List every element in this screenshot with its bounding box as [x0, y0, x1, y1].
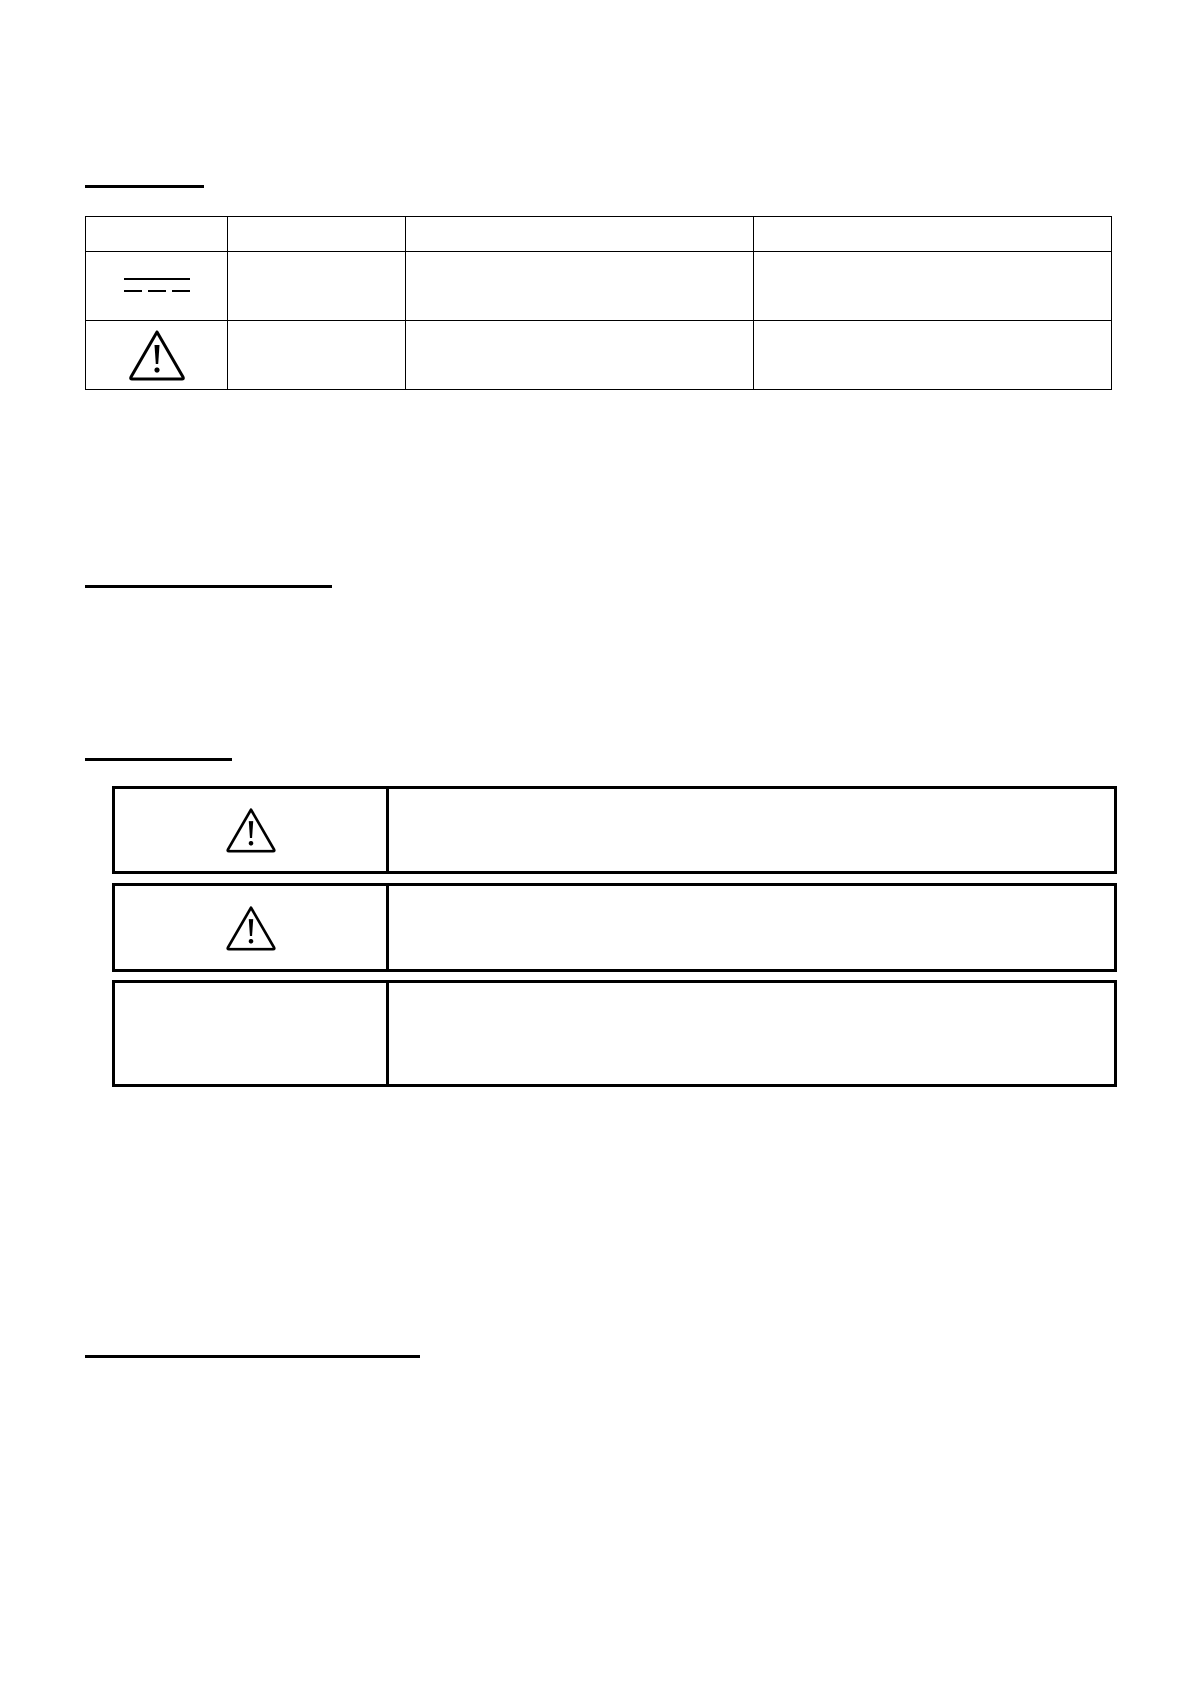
table-row: [86, 321, 1112, 390]
section-heading-rule: [85, 758, 232, 761]
section-heading-rule: [85, 1355, 420, 1358]
symbol-name-cell: [228, 252, 406, 321]
section-heading-rule: [85, 185, 204, 188]
warning-triangle-icon: [225, 807, 277, 853]
table-header-cell: [86, 217, 228, 252]
symbol-cell: [86, 321, 228, 390]
signal-word-panel: [115, 983, 389, 1084]
direct-current-icon: [124, 275, 190, 297]
safety-message-text: [389, 886, 1114, 969]
safety-message-text: [389, 983, 1114, 1084]
table-row: [86, 252, 1112, 321]
symbol-note-cell: [754, 252, 1112, 321]
symbol-note-cell: [754, 321, 1112, 390]
safety-message-text: [389, 789, 1114, 871]
warning-triangle-icon: [225, 905, 277, 951]
section-heading-rule: [85, 585, 332, 588]
safety-message-box: [112, 786, 1117, 874]
table-header-cell: [228, 217, 406, 252]
table-header-row: [86, 217, 1112, 252]
symbol-cell: [86, 252, 228, 321]
symbols-table: [85, 216, 1112, 390]
table-header-cell: [754, 217, 1112, 252]
symbol-meaning-cell: [406, 321, 754, 390]
symbol-meaning-cell: [406, 252, 754, 321]
symbol-name-cell: [228, 321, 406, 390]
warning-triangle-icon: [128, 329, 186, 381]
table-header-cell: [406, 217, 754, 252]
signal-word-panel: [115, 789, 389, 871]
safety-message-box: [112, 883, 1117, 972]
safety-message-box: [112, 980, 1117, 1087]
signal-word-panel: [115, 886, 389, 969]
